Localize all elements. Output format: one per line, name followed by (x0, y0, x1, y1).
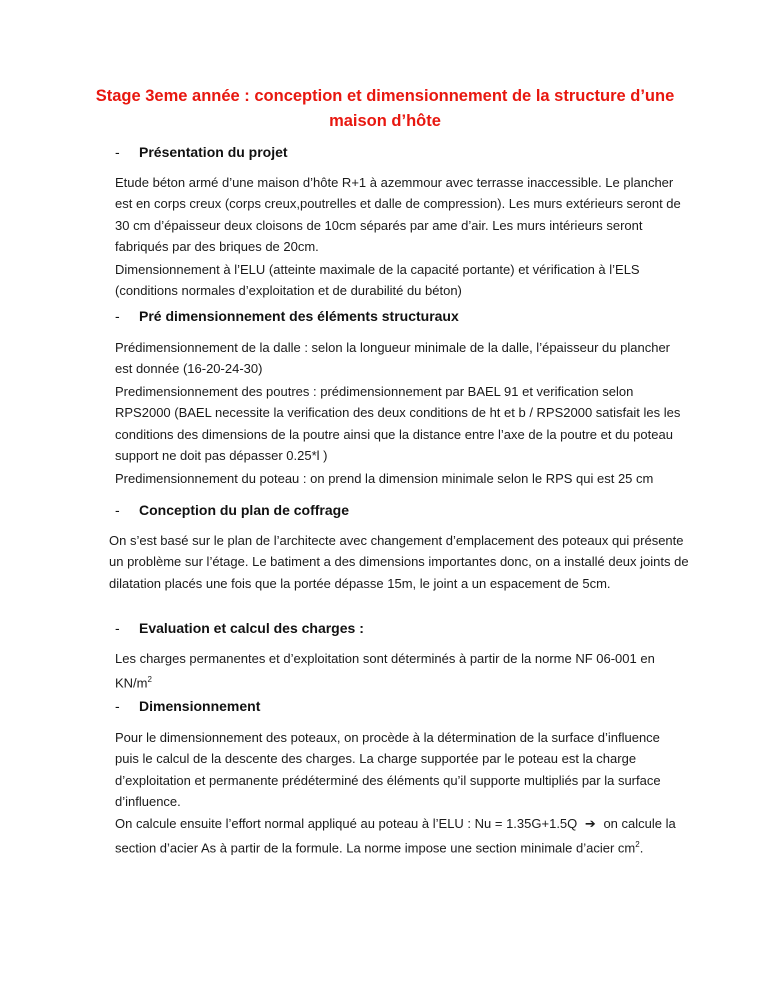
paragraph-text: On calcule ensuite l’effort normal appliqué au poteau à l’ELU : Nu = 1.35G+1.5Q (115, 816, 578, 831)
paragraph-text: on calcule la section d’acier As à partir de la formule. La norme impose une section minimale d’acier cm (115, 816, 676, 856)
paragraph: Predimensionnement du poteau : on prend la dimension minimale selon le RPS qui est 25 cm (115, 471, 654, 486)
bullet-dash: - (115, 698, 120, 714)
unit-superscript: 2 (147, 675, 152, 685)
document-title: Stage 3eme année : conception et dimensionnement de la structure d’une maison d’hôte (95, 87, 675, 130)
heading-text: Présentation du projet (139, 144, 288, 160)
heading-text: Pré dimensionnement des éléments structuraux (139, 308, 459, 324)
bullet-dash: - (115, 308, 120, 324)
paragraph-text: Les charges permanentes et d’exploitation sont déterminés à partir de la norme NF 06-001 en (115, 651, 655, 666)
heading-text: Evaluation et calcul des charges : (139, 620, 364, 636)
unit-text: KN/m (115, 675, 148, 691)
paragraph (115, 813, 685, 859)
paragraph: Dimensionnement à l’ELU (atteinte maximale de la capacité portante) et vérification à l’ELS (conditions normales d’exploitation et de durabilité du béton) (115, 262, 640, 299)
bullet-dash: - (115, 502, 120, 518)
paragraph: Pour le dimensionnement des poteaux, on procède à la détermination de la surface d’influence puis le calcul de la descente des charges. La charge supportée par le poteau est la charge d’exploitation et permanente prédéterminé des éléments qu’il supporte multipliés par la surface d’influence. (115, 730, 661, 809)
heading-text: Dimensionnement (139, 698, 261, 714)
paragraph (115, 648, 685, 694)
paragraph: Prédimensionnement de la dalle : selon la longueur minimale de la dalle, l’épaisseur du plancher est donnée (16-20-24-30) (115, 340, 671, 377)
paragraph: Predimensionnement des poutres : prédimensionnement par BAEL 91 et verification selon RPS2000 (BAEL necessite la verification des deux conditions de ht et b / RPS2000 satisfait les les conditions des dimensions de la poutre ainsi que la distance entre l’axe de la poutre et du poteau support ne doit pas dépasser 0.25*l ) (115, 384, 681, 463)
paragraph: Etude béton armé d’une maison d’hôte R+1 à azemmour avec terrasse inaccessible. Le plancher est en corps creux (corps creux,poutrelles et dalle de compression). Les murs extérieurs seront de 30 cm d’épaisseur deux cloisons de 10cm séparés par ame d’air. Les murs intérieurs seront fabriqués par des briques de 20cm. (115, 175, 681, 254)
bullet-dash: - (115, 144, 120, 160)
paragraph: On s’est basé sur le plan de l’architecte avec changement d’emplacement des poteaux qui présente un problème sur l’étage. Le batiment a des dimensions importantes donc, on a installé deux joints de dilatation placés une fois que la portée dépasse 15m, le joint a un espacement de 5cm. (109, 533, 689, 591)
unit-superscript: 2 (635, 840, 640, 850)
heading-text: Conception du plan de coffrage (139, 502, 350, 518)
right-arrow-icon: ➔ (584, 816, 596, 831)
sentence-end: . (639, 840, 644, 856)
bullet-dash: - (115, 620, 120, 636)
